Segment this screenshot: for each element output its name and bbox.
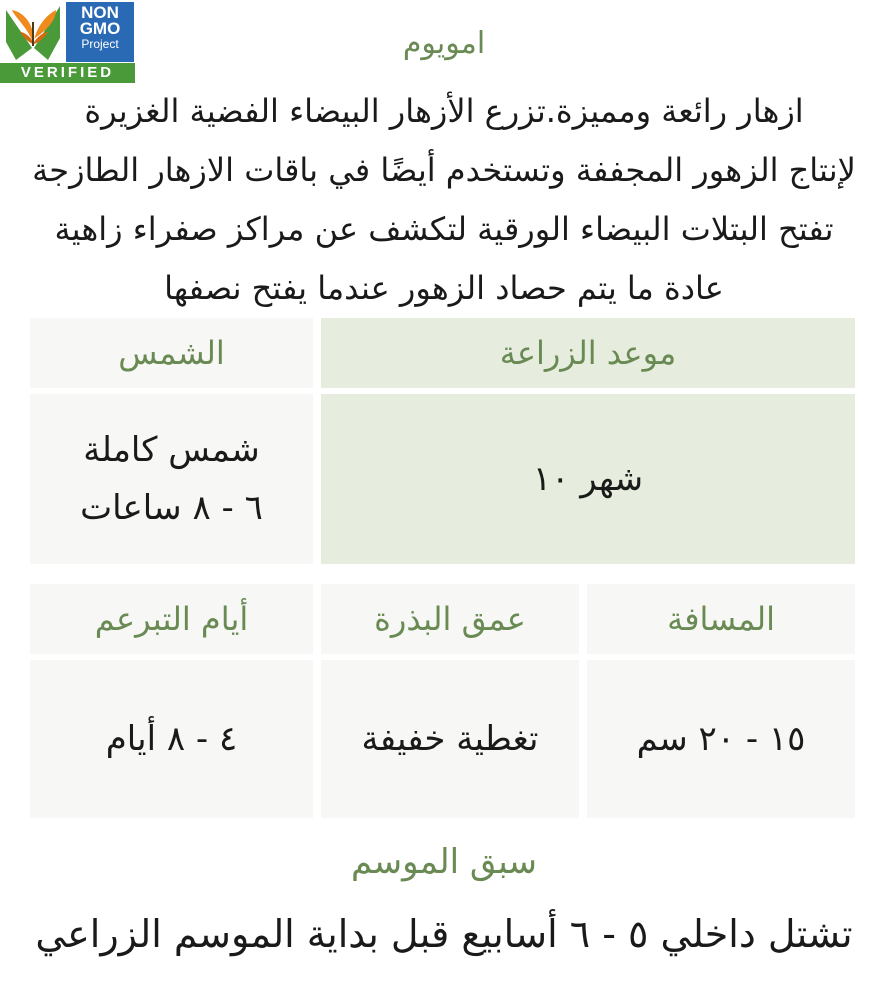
spacing-label-cell (587, 584, 855, 654)
description-line: عادة ما يتم حصاد الزهور عندما يفتح نصفها (164, 269, 724, 307)
sun-value-cell (30, 394, 313, 564)
sun-label: الشمس (118, 334, 225, 372)
badge-line-2: GMO (79, 19, 121, 38)
germination-value-cell (30, 660, 313, 818)
depth-label-cell (321, 584, 579, 654)
sun-value-line1: شمس كاملة (83, 430, 260, 470)
spacing-value-cell (587, 660, 855, 818)
planting-value-cell (321, 394, 855, 564)
product-description (0, 82, 888, 318)
planting-label-cell (321, 318, 855, 388)
badge-line-1: NON (81, 3, 119, 22)
product-name: امويوم (402, 26, 486, 61)
depth-value: تغطية خفيفة (361, 719, 539, 759)
sun-value-line2: ٦ - ٨ ساعات (80, 488, 263, 528)
planting-value: شهر ١٠ (532, 459, 644, 499)
spacing-label: المسافة (667, 600, 775, 638)
description-line: لإنتاج الزهور المجففة وتستخدم أيضًا في باقات الازهار الطازجة (32, 151, 856, 189)
depth-value-cell (321, 660, 579, 818)
germination-label-cell (30, 584, 313, 654)
depth-label: عمق البذرة (374, 600, 526, 638)
germination-value: ٤ - ٨ أيام (105, 719, 238, 759)
sun-label-cell (30, 318, 313, 388)
season-title: سبق الموسم (350, 842, 538, 882)
planting-label: موعد الزراعة (499, 334, 677, 372)
season-text: تشتل داخلي ٥ - ٦ أسابيع قبل بداية الموسم الزراعي (35, 912, 853, 956)
badge-verified-label: VERIFIED (0, 63, 135, 83)
description-line: ازهار رائعة ومميزة.تزرع الأزهار البيضاء الفضية الغزيرة (84, 92, 804, 130)
spacing-value: ١٥ - ٢٠ سم (636, 719, 806, 759)
description-line: تفتح البتلات البيضاء الورقية لتكشف عن مراكز صفراء زاهية (54, 210, 834, 248)
germination-label: أيام التبرعم (94, 600, 249, 638)
badge-line-3: Project (81, 37, 119, 51)
